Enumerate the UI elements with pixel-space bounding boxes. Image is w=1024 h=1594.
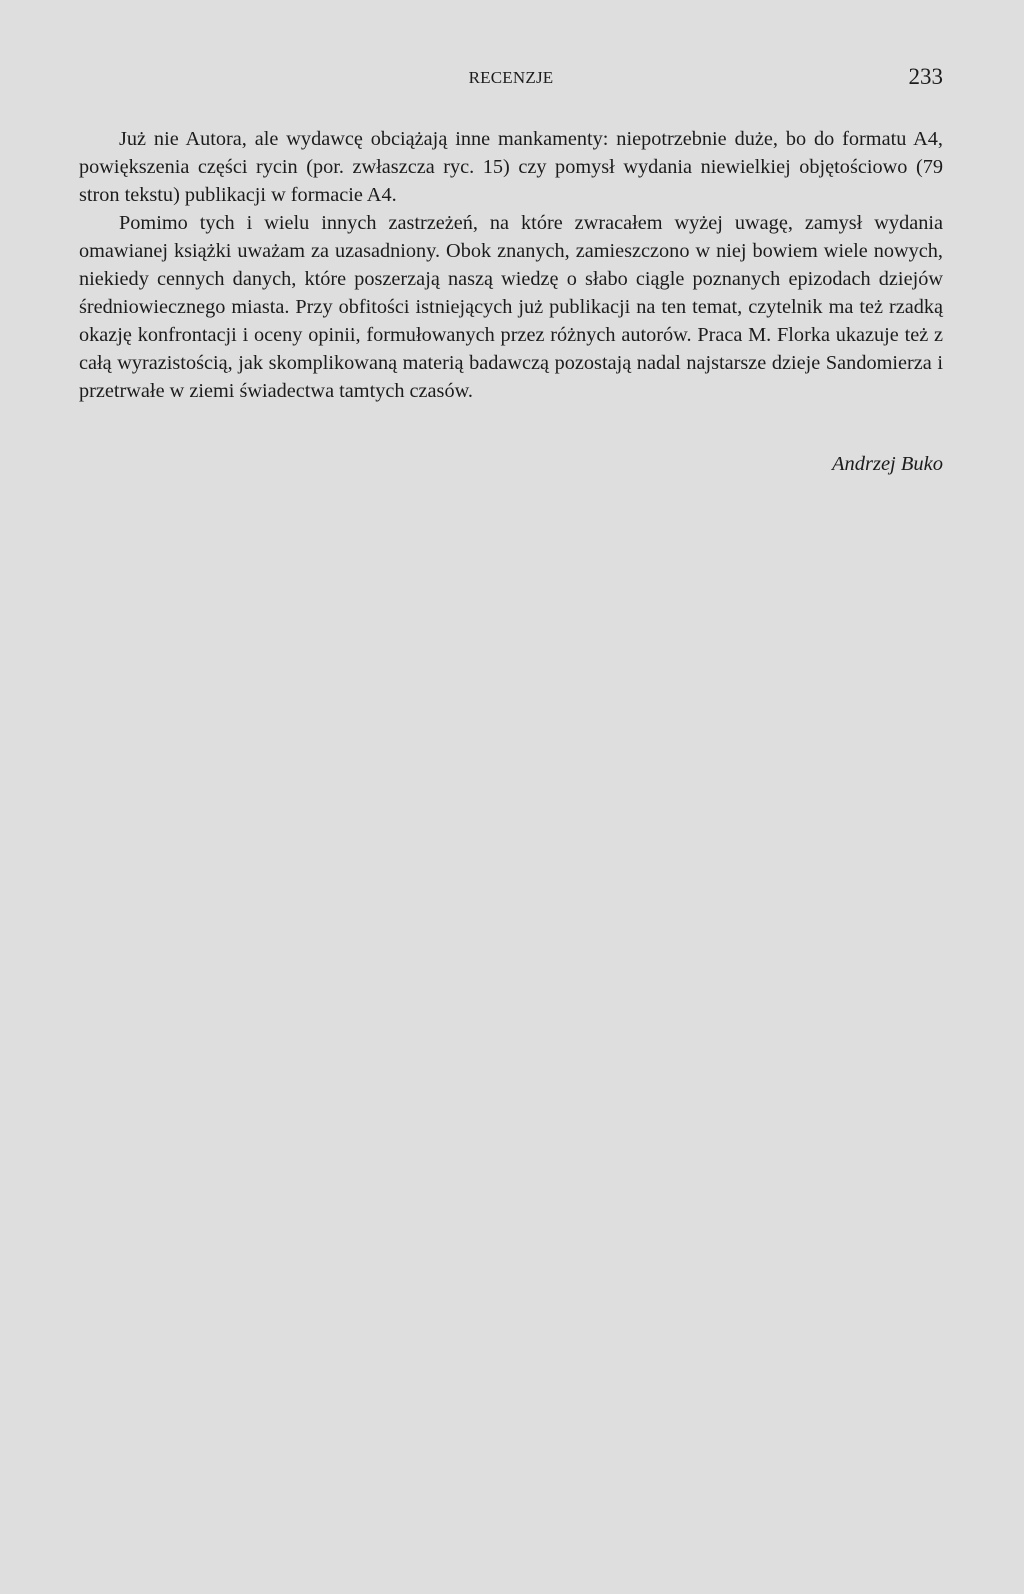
author-signature: Andrzej Buko bbox=[831, 453, 943, 475]
paragraph: Pomimo tych i wielu innych zastrzeżeń, na które zwracałem wyżej uwagę, zamysł wydania omawianej książki uważam za uzasadniony. Obok znanych, zamieszczono w niej bowiem wiele nowych, niekiedy cennych danych, które poszerzają naszą wiedzę o słabo ciągle poznanych epizodach dziejów średniowiecznego miasta. Przy obfitości istniejących już publikacji na ten temat, czytelnik ma też rzadką okazję konfrontacji i oceny opinii, formułowanych przez różnych autorów. Praca M. Florka ukazuje też z całą wyrazistością, jak skomplikowaną materią badawczą pozostają nadal najstarsze dzieje Sandomierza i przetrwałe w ziemi świadectwa tamtych czasów. bbox=[79, 212, 943, 402]
paragraph: Już nie Autora, ale wydawcę obciążają inne mankamenty: niepotrzebnie duże, bo do formatu A4, powiększenia części rycin (por. zwłaszcza ryc. 15) czy pomysł wydania niewielkiej objętościowo (79 stron tekstu) publikacji w formacie A4. bbox=[79, 128, 943, 206]
page-number: 233 bbox=[908, 64, 943, 89]
page-header bbox=[79, 64, 943, 94]
running-head: RECENZJE bbox=[468, 68, 554, 87]
review-body bbox=[79, 125, 943, 405]
